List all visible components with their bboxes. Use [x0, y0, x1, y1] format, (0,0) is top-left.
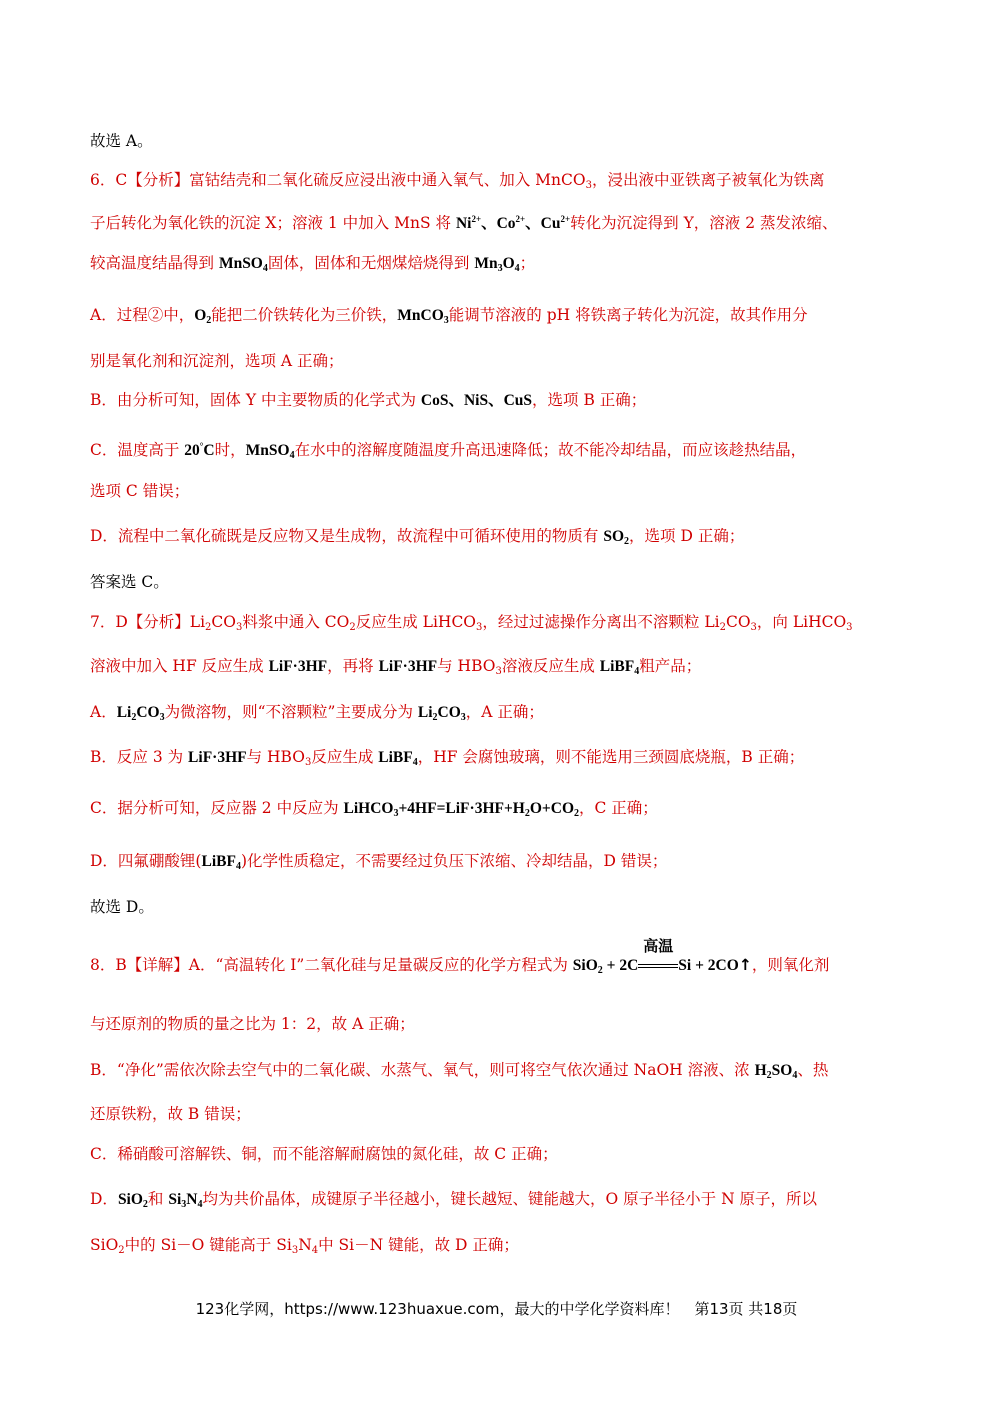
text: C．温度高于: [90, 441, 185, 459]
formula-libf4: LiBF$_4$: [599, 658, 640, 677]
formula-lif3hf: LiF·3HF: [378, 658, 438, 675]
line-20: 与还原剂的物质的量之比为 1：2，故 A 正确；: [90, 1015, 415, 1033]
line-24: D．SiO$_2$和 $Si_3N_4$均为共价晶体，成键原子半径越小，键长越短、键能越大，O 原子半径小于 N 原子，所以: [90, 1190, 818, 1210]
line-19: 8．B【详解】A．“高温转化 I”二氧化硅与足量碳反应的化学方程式为 SiO$_2$ + 2C 高温 Si + 2CO↑，则氧化剂: [90, 939, 830, 976]
line-10: [90, 526, 744, 552]
formula-h2so4: $H_2SO_4$: [754, 1062, 798, 1081]
line-13: 溶液中加入 HF 反应生成 LiF·3HF，再将 LiF·3HF与 $HBO_3$溶液反应生成 LiBF$_4$粗产品；: [90, 657, 702, 677]
formula-sio2: SiO$_2$: [117, 1191, 148, 1210]
formula-si3n4: $Si_3N_4$: [168, 1191, 203, 1210]
line-5: [90, 305, 808, 331]
formula-li2co3: $Li_2CO_3$: [116, 704, 165, 723]
formula-ions: $Ni^{2+}$、$Co^{2+}$、$Cu^{2+}$: [455, 214, 571, 232]
formula-temp: 20°C: [184, 441, 215, 459]
text: A．过程②中，: [90, 306, 195, 324]
line-15: B．反应 3 为 LiF·3HF与 $HBO_3$反应生成 LiBF$_4$，HF 会腐蚀玻璃，则不能选用三颈圆底烧瓶，B 正确；: [90, 748, 805, 768]
line-2: 6．C【分析】富钴结壳和二氧化硫反应浸出液中通入氧气、加入 MnCO$_3$，浸出液中亚铁离子被氧化为铁离: [90, 171, 825, 191]
formula-so2: $SO_2$: [603, 528, 630, 547]
text: B．由分析可知，固体 Y 中主要物质的化学式为: [90, 391, 421, 409]
line-18: 故选 D。: [90, 898, 154, 916]
text: 能调节溶液的 pH 将铁离子转化为沉淀，故其作用分: [448, 306, 808, 324]
text: ，选项 D 正确；: [629, 527, 745, 545]
line-17: D．四氟硼酸锂(LiBF$_4$)化学性质稳定，不需要经过负压下浓缩、冷却结晶，D 错误；: [90, 852, 668, 872]
text: 子后转化为氧化铁的沉淀 X；溶液 1 中加入 MnS 将: [90, 214, 456, 232]
formula-mn3o4: $Mn_3O_4$: [474, 255, 520, 274]
text: ，浸出液中亚铁离子被氧化为铁离: [591, 171, 825, 189]
line-7: [90, 390, 646, 411]
text: 别是氧化剂和沉淀剂，选项 A 正确；: [90, 352, 344, 370]
formula-lif3hf: LiF·3HF: [268, 658, 328, 675]
line-6: [90, 351, 344, 371]
text: 能把二价铁转化为三价铁，: [211, 306, 398, 324]
line-12: 7．D【分析】$Li_2CO_3$料浆中通入 $CO_2$反应生成 LiHCO$_3$，经过过滤操作分离出不溶颗粒 $Li_2CO_3$，向 LiHCO$_3$: [90, 613, 853, 633]
line-16: C．据分析可知，反应器 2 中反应为 $LiHCO_3+4HF=LiF\cdot 3HF+H_2O+CO_2$，C 正确；: [90, 799, 658, 819]
formula-mnso4: MnSO$_4$: [245, 442, 295, 461]
text: 选项 C 错误；: [90, 482, 190, 500]
line-3: [90, 209, 838, 234]
formula-equation: SiO$_2$ + 2C 高温 Si + 2CO↑: [572, 939, 752, 976]
formula-sulfides: CoS、NiS、CuS: [420, 392, 533, 409]
text: 故选 A。: [90, 132, 153, 150]
line-23: C．稀硝酸可溶解铁、铜，而不能溶解耐腐蚀的氮化硅，故 C 正确；: [90, 1145, 558, 1163]
formula-o2: $O_2$: [194, 307, 212, 326]
text: 时，: [214, 441, 246, 459]
formula-mnso4: MnSO$_4$: [218, 255, 268, 274]
line-11: [90, 572, 169, 592]
page-footer: 123化学网，https://www.123huaxue.com，最大的中学化学资料库！ 第13页 共18页: [195, 1300, 798, 1318]
text: 转化为沉淀得到 Y，溶液 2 蒸发浓缩、: [570, 214, 838, 232]
text: ，选项 B 正确；: [532, 391, 647, 409]
line-1: [90, 131, 153, 151]
text: D．流程中二氧化硫既是反应物又是生成物，故流程中可循环使用的物质有: [90, 527, 604, 545]
formula-mnco3: MnCO$_3$: [397, 307, 449, 326]
text: 较高温度结晶得到: [90, 254, 219, 272]
formula-lif3hf: LiF·3HF: [188, 749, 247, 766]
text: 答案选 C。: [90, 573, 169, 591]
formula-li2co3: $Li_2CO_3$: [417, 704, 466, 723]
formula-reaction-2: $LiHCO_3+4HF=LiF\cdot 3HF+H_2O+CO_2$: [343, 800, 579, 819]
formula-libf4: LiBF$_4$: [378, 749, 418, 768]
formula-libf4: LiBF$_4$: [201, 853, 241, 872]
text: 在水中的溶解度随温度升高迅速降低；故不能冷却结晶，而应该趁热结晶，: [294, 441, 807, 459]
line-14: A．$Li_2CO_3$为微溶物，则“不溶颗粒”主要成分为 $Li_2CO_3$，A 正确；: [90, 703, 544, 723]
line-4: 较高温度结晶得到 MnSO$_4$固体，固体和无烟煤焙烧得到 $Mn_3O_4$；: [90, 254, 536, 274]
line-22: 还原铁粉，故 B 错误；: [90, 1105, 251, 1123]
line-8: [90, 436, 806, 466]
text: 固体，固体和无烟煤焙烧得到: [267, 254, 475, 272]
line-21: B．“净化”需依次除去空气中的二氧化碳、水蒸气、氧气，则可将空气依次通过 NaOH 溶液、浓 $H_2SO_4$、热: [90, 1061, 829, 1081]
line-25: SiO$_2$中的 Si－O 键能高于 $Si_3N_4$中 Si－N 键能，故 D 正确；: [90, 1236, 519, 1256]
text: 6．C【分析】富钴结壳和二氧化硫反应浸出液中通入氧气、加入 MnCO: [90, 171, 586, 189]
line-9: [90, 481, 189, 501]
